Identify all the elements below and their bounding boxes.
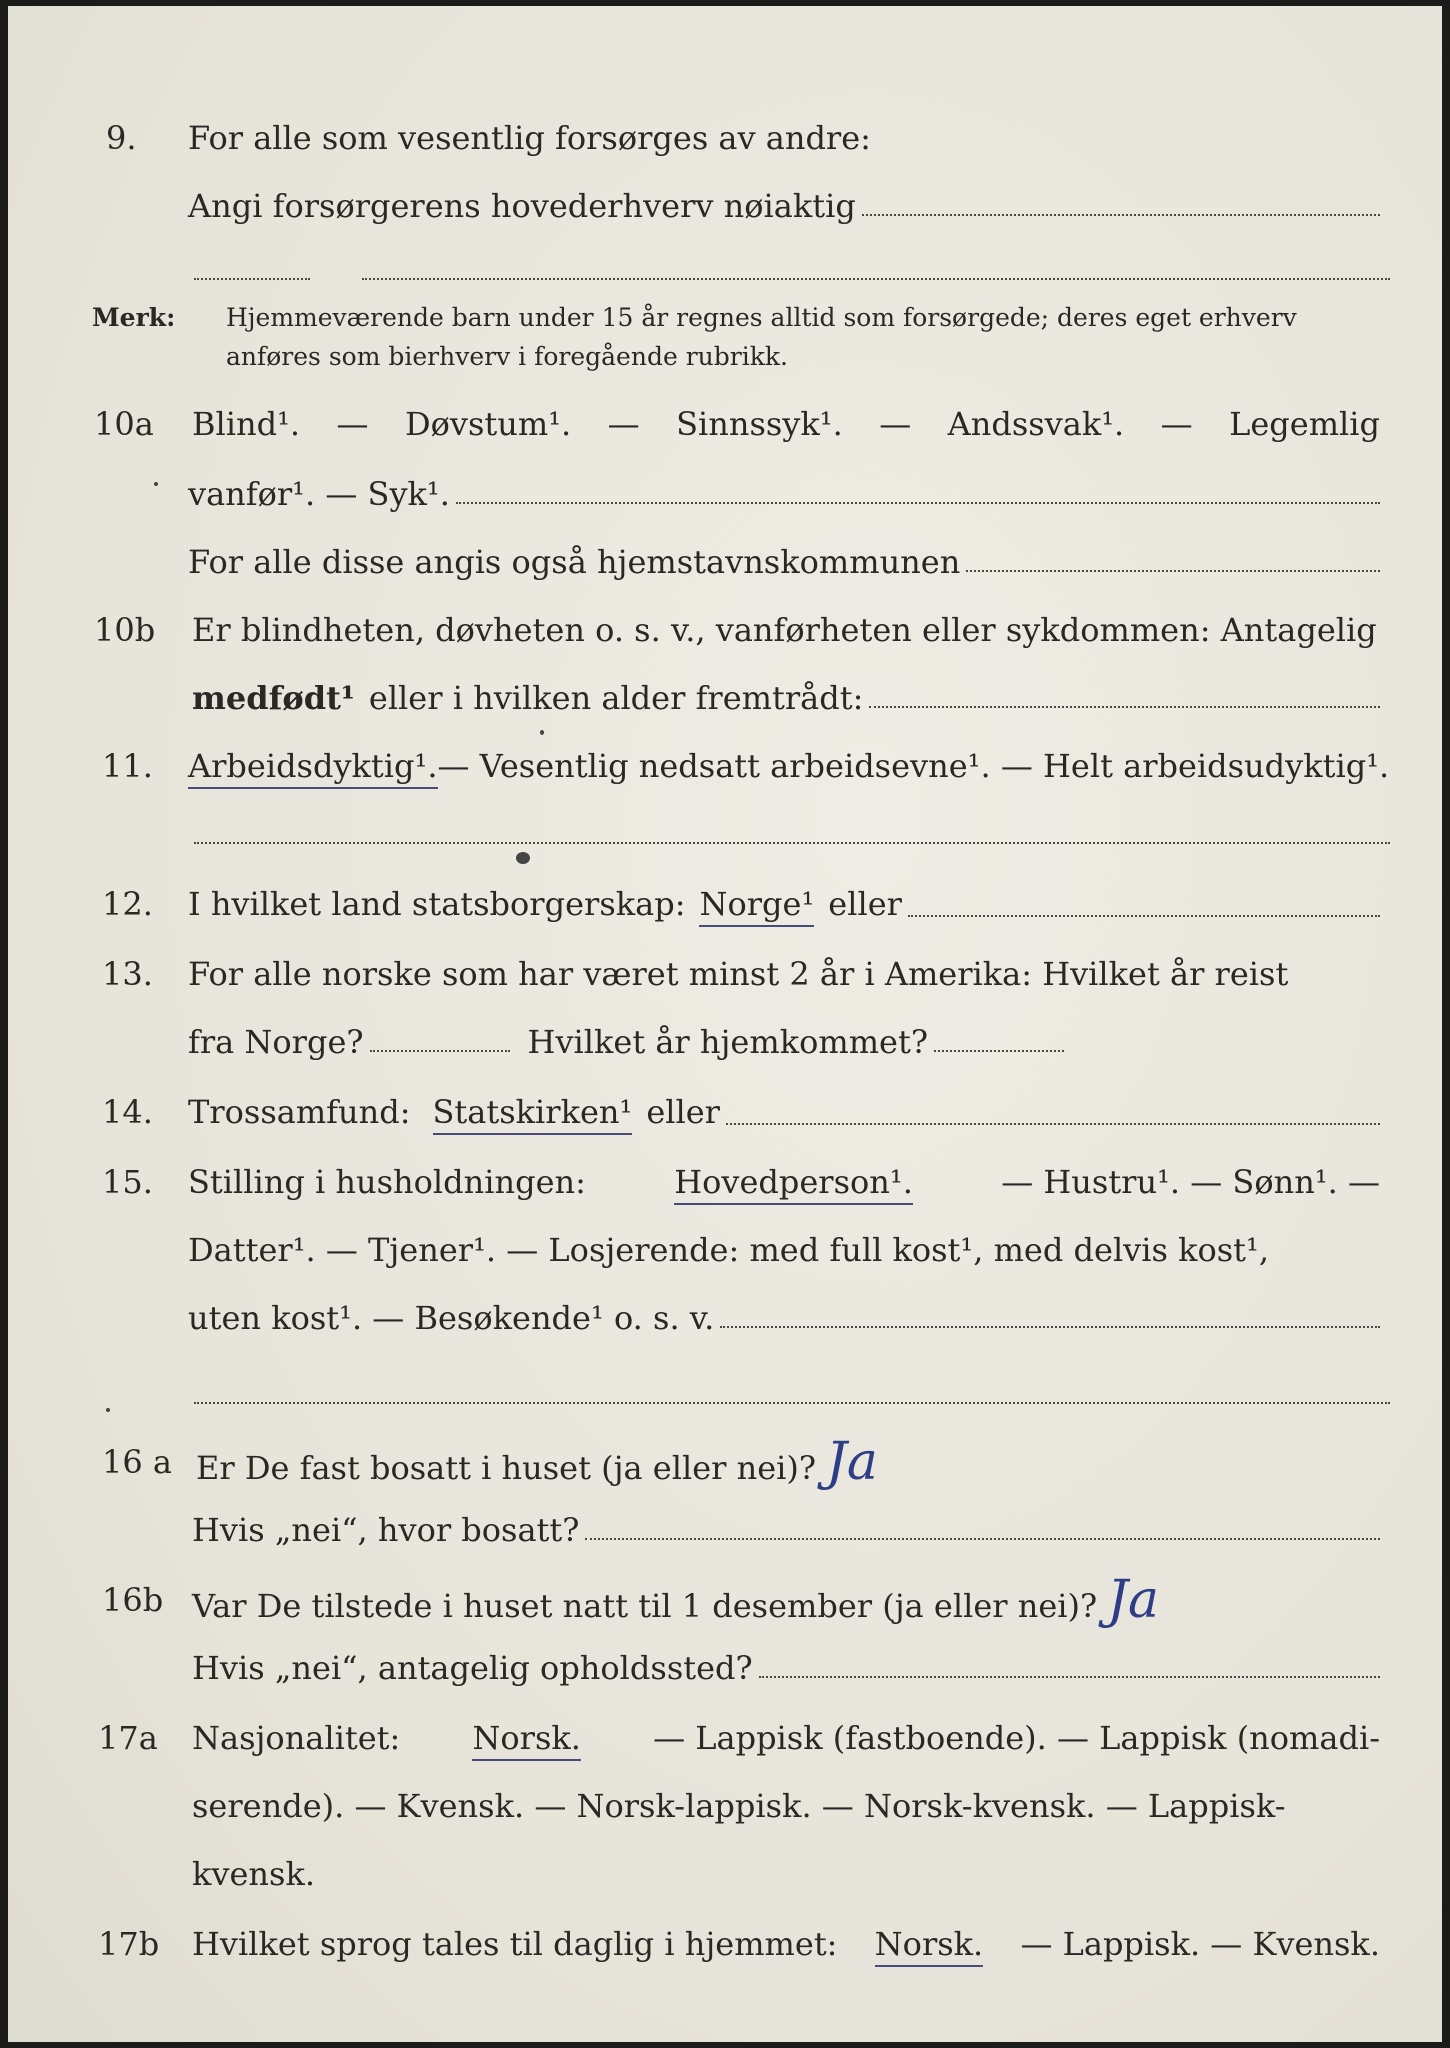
q16b-opholdssted-field[interactable] xyxy=(759,1676,1380,1678)
q10a-option-sinnssyk[interactable]: Sinnssyk¹. xyxy=(676,405,843,443)
q17b-rest: — Lappisk. — Kvensk. xyxy=(1020,1925,1380,1963)
q12-option-norge[interactable]: Norge¹ xyxy=(699,884,814,927)
q15-extra-line[interactable] xyxy=(194,1402,1390,1404)
q14-prefix: Trossamfund: xyxy=(188,1093,411,1131)
paper-speck xyxy=(540,730,544,735)
q10a-option-blind[interactable]: Blind¹. xyxy=(192,405,301,443)
q11-number: 11. xyxy=(102,747,153,785)
q9-line-1: For alle som vesentlig forsørges av andre: xyxy=(188,119,871,157)
q16b-line-2: Hvis „nei“, antagelig opholdssted? xyxy=(192,1649,753,1687)
q17b-option-norsk[interactable]: Norsk. xyxy=(875,1924,984,1967)
merk-label: Merk: xyxy=(92,303,176,332)
q12-prefix: I hvilket land statsborgerskap: xyxy=(188,885,686,923)
q12-suffix: eller xyxy=(828,885,902,923)
q10a-number: 10a xyxy=(94,405,154,443)
q17a-line-2: serende). — Kvensk. — Norsk-lappisk. — Norsk-kvensk. — Lappisk- xyxy=(192,1787,1286,1825)
q15-line-2: Datter¹. — Tjener¹. — Losjerende: med full kost¹, med delvis kost¹, xyxy=(188,1231,1270,1269)
q10a-option-andssvak[interactable]: Andssvak¹. xyxy=(947,405,1125,443)
q16a-line-1: Er De fast bosatt i huset (ja eller nei)? xyxy=(196,1449,817,1487)
q10a-dash-3: — xyxy=(879,405,912,443)
q10a-dash-2: — xyxy=(607,405,640,443)
q9-number: 9. xyxy=(106,119,137,157)
q15-number: 15. xyxy=(102,1163,153,1201)
q11-option-arbeidsdyktig[interactable]: Arbeidsdyktig¹. xyxy=(188,746,438,789)
q12-number: 12. xyxy=(102,885,153,923)
q15-stilling-field[interactable] xyxy=(720,1326,1380,1328)
paper-speck xyxy=(154,482,158,486)
q15-line-3: uten kost¹. — Besøkende¹ o. s. v. xyxy=(188,1299,715,1337)
q10b-line-2: eller i hvilken alder fremtrådt: xyxy=(368,679,864,717)
q17a-rest-1: — Lappisk (fastboende). — Lappisk (nomadi- xyxy=(653,1719,1380,1757)
q10b-line-1: Er blindheten, døvheten o. s. v., vanførheten eller sykdommen: Antagelig xyxy=(192,611,1377,649)
q13-line-2-a: fra Norge? xyxy=(188,1023,364,1061)
q14-suffix: eller xyxy=(646,1093,720,1131)
q17a-line-3: kvensk. xyxy=(192,1855,315,1893)
q10a-syk-field[interactable] xyxy=(456,502,1380,504)
q17a-prefix: Nasjonalitet: xyxy=(192,1719,401,1757)
q13-number: 13. xyxy=(102,955,153,993)
q14-number: 14. xyxy=(102,1093,153,1131)
census-form-page xyxy=(8,6,1442,2042)
q16a-line-2: Hvis „nei“, hvor bosatt? xyxy=(192,1511,580,1549)
q13-reist-field[interactable] xyxy=(370,1050,510,1052)
q14-trossamfund-field[interactable] xyxy=(726,1123,1380,1125)
paper-speck xyxy=(106,1408,110,1412)
q10a-line-3: For alle disse angis også hjemstavnskommunen xyxy=(188,543,961,581)
q9-extra-line[interactable] xyxy=(362,278,1390,280)
q17b-number: 17b xyxy=(98,1925,160,1963)
q13-line-2-b: Hvilket år hjemkommet? xyxy=(527,1023,928,1061)
q9-answer-field[interactable] xyxy=(862,214,1380,216)
q16b-handwritten-answer[interactable]: Ja xyxy=(1107,1570,1160,1630)
q11-extra-line[interactable] xyxy=(194,842,1390,844)
q10a-dash-4: — xyxy=(1160,405,1193,443)
q16b-number: 16b xyxy=(102,1581,164,1619)
q13-hjemkommet-field[interactable] xyxy=(934,1050,1064,1052)
q17a-option-norsk[interactable]: Norsk. xyxy=(472,1718,581,1761)
q12-country-field[interactable] xyxy=(908,915,1380,917)
q10a-option-dovstum[interactable]: Døvstum¹. xyxy=(404,405,572,443)
ink-blot-mark xyxy=(516,852,530,864)
q15-rest-1: — Hustru¹. — Sønn¹. — xyxy=(1001,1163,1380,1201)
q10b-number: 10b xyxy=(94,611,156,649)
q10b-option-medfodt[interactable]: medfødt¹ xyxy=(192,679,355,717)
q16a-handwritten-answer[interactable]: Ja xyxy=(826,1432,878,1492)
q9-line-2: Angi forsørgerens hovederhverv nøiaktig xyxy=(188,187,856,225)
merk-line-1: Hjemmeværende barn under 15 år regnes alltid som forsørgede; deres eget erhverv xyxy=(226,303,1297,332)
q14-option-statskirken[interactable]: Statskirken¹ xyxy=(433,1092,633,1135)
q16b-line-1: Var De tilstede i huset natt til 1 desember (ja eller nei)? xyxy=(192,1587,1098,1625)
q16a-number: 16 a xyxy=(102,1443,172,1481)
q10a-line-2: vanfør¹. — Syk¹. xyxy=(188,475,450,513)
q16a-bosatt-field[interactable] xyxy=(585,1538,1380,1540)
q17b-prefix: Hvilket sprog tales til daglig i hjemmet: xyxy=(192,1925,838,1963)
q10a-hjemstavn-field[interactable] xyxy=(966,570,1380,572)
q10a-dash-1: — xyxy=(336,405,369,443)
q11-rest: — Vesentlig nedsatt arbeidsevne¹. — Helt arbeidsudyktig¹. xyxy=(437,747,1390,785)
q9-extra-line-short xyxy=(194,278,310,280)
merk-line-2: anføres som bierhverv i foregående rubrikk. xyxy=(226,342,788,371)
q10b-alder-field[interactable] xyxy=(869,706,1380,708)
q15-prefix: Stilling i husholdningen: xyxy=(188,1163,586,1201)
q13-line-1: For alle norske som har været minst 2 år i Amerika: Hvilket år reist xyxy=(188,955,1289,993)
q15-option-hovedperson[interactable]: Hovedperson¹. xyxy=(674,1162,913,1205)
q17a-number: 17a xyxy=(98,1719,158,1757)
q10a-option-legemlig[interactable]: Legemlig xyxy=(1229,405,1380,443)
